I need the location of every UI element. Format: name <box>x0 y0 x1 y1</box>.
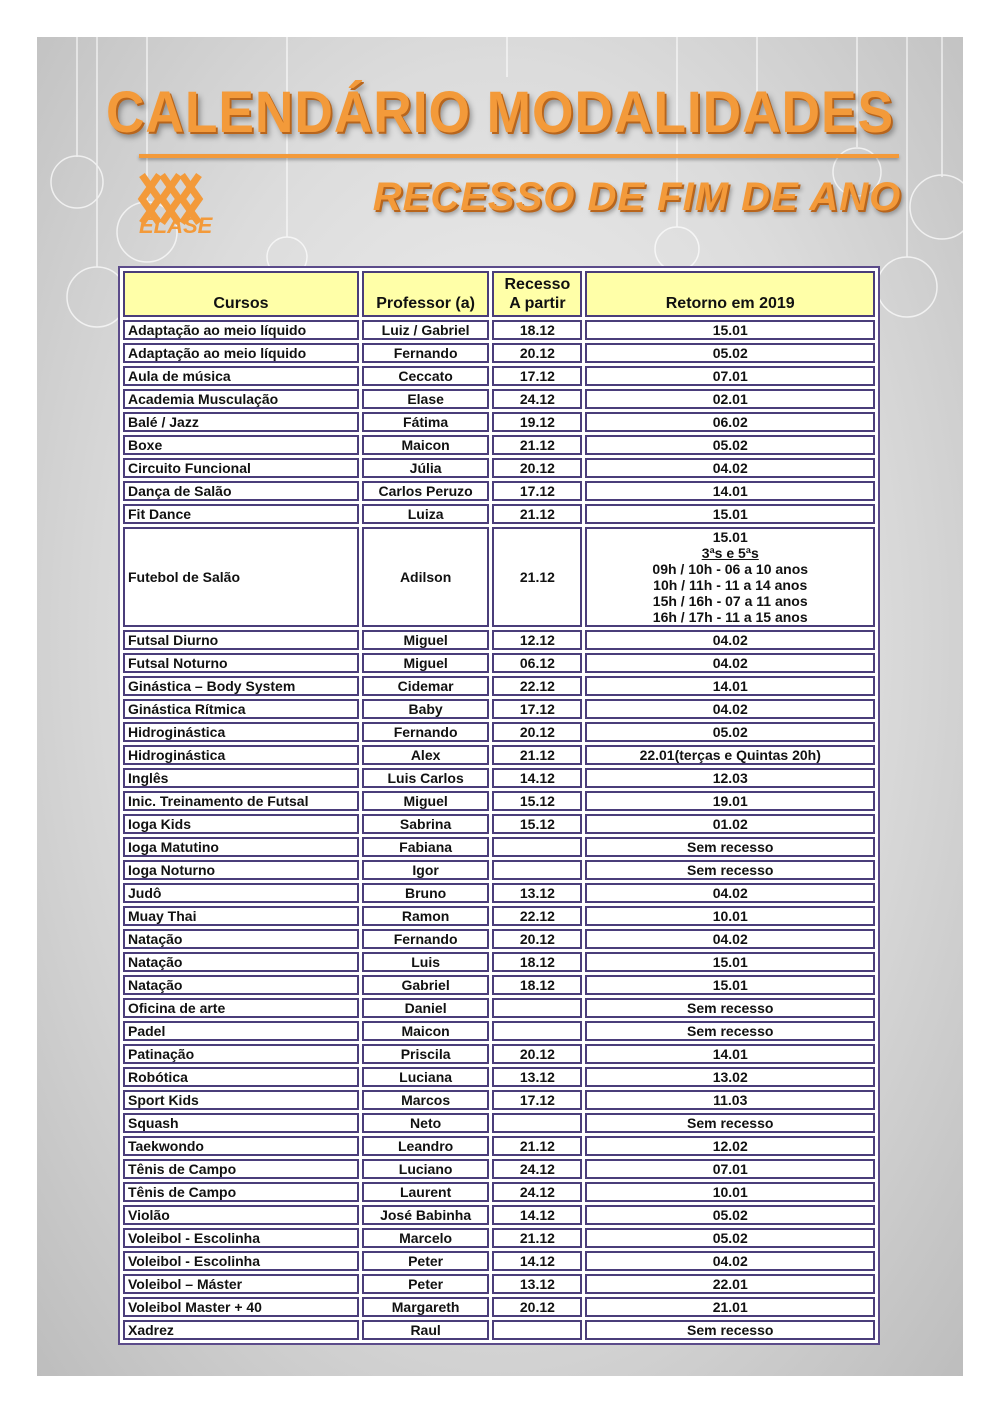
table-row <box>123 952 875 972</box>
cell-course: Violão <box>123 1205 359 1225</box>
table-row <box>123 343 875 363</box>
table-row <box>123 1182 875 1202</box>
cell-teacher: Cidemar <box>362 676 490 696</box>
table-row <box>123 1021 875 1041</box>
cell-teacher: Elase <box>362 389 490 409</box>
cell-teacher: Luiza <box>362 504 490 524</box>
cell-course: Squash <box>123 1113 359 1133</box>
cell-recess: 20.12 <box>492 1297 582 1317</box>
cell-teacher: Carlos Peruzo <box>362 481 490 501</box>
table-row <box>123 906 875 926</box>
cell-recess <box>492 1113 582 1133</box>
table-row <box>123 791 875 811</box>
cell-return: 12.02 <box>585 1136 875 1156</box>
header-course: Cursos <box>123 271 359 317</box>
cell-teacher: Miguel <box>362 791 490 811</box>
cell-teacher: Baby <box>362 699 490 719</box>
cell-teacher: Miguel <box>362 630 490 650</box>
cell-return: 04.02 <box>585 630 875 650</box>
cell-teacher: Peter <box>362 1251 490 1271</box>
cell-return: 12.03 <box>585 768 875 788</box>
cell-course: Futebol de Salão <box>123 527 359 627</box>
cell-recess: 13.12 <box>492 1067 582 1087</box>
cell-recess: 12.12 <box>492 630 582 650</box>
table-row <box>123 1136 875 1156</box>
cell-teacher: José Babinha <box>362 1205 490 1225</box>
cell-recess: 24.12 <box>492 1182 582 1202</box>
cell-course: Balé / Jazz <box>123 412 359 432</box>
table-row <box>123 481 875 501</box>
cell-recess: 21.12 <box>492 1136 582 1156</box>
table-row <box>123 1090 875 1110</box>
cell-recess: 17.12 <box>492 1090 582 1110</box>
cell-teacher: Alex <box>362 745 490 765</box>
cell-teacher: Daniel <box>362 998 490 1018</box>
table-row <box>123 1159 875 1179</box>
cell-recess <box>492 1021 582 1041</box>
cell-teacher: Bruno <box>362 883 490 903</box>
table-row-futebol <box>123 527 875 627</box>
table-row <box>123 722 875 742</box>
cell-teacher: Ramon <box>362 906 490 926</box>
cell-teacher: Fernando <box>362 929 490 949</box>
table-row <box>123 837 875 857</box>
cell-return: 04.02 <box>585 1251 875 1271</box>
cell-return: 15.01 <box>585 504 875 524</box>
cell-course: Fit Dance <box>123 504 359 524</box>
cell-return: 05.02 <box>585 435 875 455</box>
poster <box>37 37 963 1376</box>
cell-teacher: Adilson <box>362 527 490 627</box>
cell-course: Robótica <box>123 1067 359 1087</box>
header-return: Retorno em 2019 <box>585 271 875 317</box>
cell-return: 07.01 <box>585 366 875 386</box>
cell-course: Natação <box>123 929 359 949</box>
cell-recess <box>492 837 582 857</box>
cell-recess: 21.12 <box>492 527 582 627</box>
cell-teacher: Luciana <box>362 1067 490 1087</box>
cell-recess: 24.12 <box>492 1159 582 1179</box>
table-row <box>123 504 875 524</box>
cell-course: Ioga Noturno <box>123 860 359 880</box>
cell-return: 22.01 <box>585 1274 875 1294</box>
table-row <box>123 814 875 834</box>
table-row <box>123 630 875 650</box>
cell-return: 04.02 <box>585 929 875 949</box>
cell-recess <box>492 860 582 880</box>
cell-recess: 21.12 <box>492 504 582 524</box>
cell-course: Futsal Diurno <box>123 630 359 650</box>
cell-return: 05.02 <box>585 1228 875 1248</box>
title-divider <box>139 154 899 158</box>
cell-return: 21.01 <box>585 1297 875 1317</box>
cell-course: Inglês <box>123 768 359 788</box>
return-line: 3ªs e 5ªs <box>701 545 759 561</box>
table-body-top <box>123 320 875 524</box>
cell-course: Hidroginástica <box>123 745 359 765</box>
cell-teacher: Neto <box>362 1113 490 1133</box>
table-row <box>123 699 875 719</box>
header-recess-line2: A partir <box>509 295 566 312</box>
cell-teacher: Raul <box>362 1320 490 1340</box>
header-recess-line1: Recesso <box>504 276 571 293</box>
cell-course: Adaptação ao meio líquido <box>123 320 359 340</box>
cell-recess: 20.12 <box>492 458 582 478</box>
cell-return: Sem recesso <box>585 1113 875 1133</box>
cell-course: Sport Kids <box>123 1090 359 1110</box>
cell-recess: 14.12 <box>492 768 582 788</box>
cell-return: Sem recesso <box>585 837 875 857</box>
cell-teacher: Fernando <box>362 722 490 742</box>
cell-teacher: Marcelo <box>362 1228 490 1248</box>
cell-teacher: Sabrina <box>362 814 490 834</box>
cell-return: 15.01 <box>585 320 875 340</box>
header-recess <box>492 271 582 317</box>
table-row <box>123 653 875 673</box>
table-row <box>123 366 875 386</box>
header-teacher: Professor (a) <box>362 271 490 317</box>
cell-return: 05.02 <box>585 1205 875 1225</box>
cell-teacher: Miguel <box>362 653 490 673</box>
cell-teacher: Maicon <box>362 435 490 455</box>
cell-course: Ginástica Rítmica <box>123 699 359 719</box>
cell-return: 13.02 <box>585 1067 875 1087</box>
table-row <box>123 1228 875 1248</box>
cell-course: Inic. Treinamento de Futsal <box>123 791 359 811</box>
cell-recess: 21.12 <box>492 435 582 455</box>
cell-course: Oficina de arte <box>123 998 359 1018</box>
cell-teacher: Ceccato <box>362 366 490 386</box>
cell-course: Ioga Kids <box>123 814 359 834</box>
table-row <box>123 929 875 949</box>
table-row <box>123 458 875 478</box>
cell-teacher: Luis <box>362 952 490 972</box>
cell-recess: 21.12 <box>492 745 582 765</box>
cell-return: 19.01 <box>585 791 875 811</box>
cell-teacher: Fátima <box>362 412 490 432</box>
table-row <box>123 975 875 995</box>
cell-course: Dança de Salão <box>123 481 359 501</box>
cell-course: Xadrez <box>123 1320 359 1340</box>
cell-recess <box>492 1320 582 1340</box>
cell-recess: 21.12 <box>492 1228 582 1248</box>
table-body-bottom <box>123 630 875 1340</box>
cell-teacher: Fernando <box>362 343 490 363</box>
logo-text: ELASE <box>139 213 213 238</box>
cell-teacher: Júlia <box>362 458 490 478</box>
return-line: 10h / 11h - 11 a 14 anos <box>653 577 808 593</box>
cell-return: 14.01 <box>585 481 875 501</box>
cell-recess: 18.12 <box>492 952 582 972</box>
cell-recess <box>492 998 582 1018</box>
cell-teacher: Luis Carlos <box>362 768 490 788</box>
cell-teacher: Luciano <box>362 1159 490 1179</box>
cell-return: 15.01 <box>585 975 875 995</box>
cell-course: Tênis de Campo <box>123 1159 359 1179</box>
cell-course: Padel <box>123 1021 359 1041</box>
cell-recess: 24.12 <box>492 389 582 409</box>
cell-recess: 14.12 <box>492 1205 582 1225</box>
table-body-futebol <box>123 527 875 627</box>
cell-return: 04.02 <box>585 653 875 673</box>
cell-return: 14.01 <box>585 1044 875 1064</box>
schedule-table <box>118 266 880 1345</box>
cell-course: Natação <box>123 952 359 972</box>
cell-recess: 17.12 <box>492 481 582 501</box>
table-row <box>123 1251 875 1271</box>
table-row <box>123 320 875 340</box>
return-line: 15h / 16h - 07 a 11 anos <box>652 593 808 609</box>
cell-return: 15.01 <box>585 952 875 972</box>
table-row <box>123 1205 875 1225</box>
cell-return <box>585 527 875 627</box>
cell-course: Patinação <box>123 1044 359 1064</box>
cell-course: Tênis de Campo <box>123 1182 359 1202</box>
cell-course: Judô <box>123 883 359 903</box>
cell-return: 10.01 <box>585 906 875 926</box>
cell-return: 06.02 <box>585 412 875 432</box>
cell-course: Taekwondo <box>123 1136 359 1156</box>
table-row <box>123 860 875 880</box>
cell-recess: 13.12 <box>492 883 582 903</box>
cell-teacher: Igor <box>362 860 490 880</box>
cell-recess: 15.12 <box>492 791 582 811</box>
table-header-row <box>123 271 875 317</box>
cell-recess: 18.12 <box>492 320 582 340</box>
cell-return: 11.03 <box>585 1090 875 1110</box>
page-title: CALENDÁRIO MODALIDADES <box>105 80 895 145</box>
table-row <box>123 745 875 765</box>
cell-teacher: Luiz / Gabriel <box>362 320 490 340</box>
cell-recess: 17.12 <box>492 366 582 386</box>
cell-course: Futsal Noturno <box>123 653 359 673</box>
table-row <box>123 1274 875 1294</box>
cell-return: 05.02 <box>585 722 875 742</box>
cell-teacher: Gabriel <box>362 975 490 995</box>
cell-course: Muay Thai <box>123 906 359 926</box>
cell-recess: 20.12 <box>492 1044 582 1064</box>
cell-recess: 13.12 <box>492 1274 582 1294</box>
cell-course: Voleibol – Máster <box>123 1274 359 1294</box>
cell-recess: 22.12 <box>492 676 582 696</box>
return-line: 16h / 17h - 11 a 15 anos <box>652 609 808 625</box>
cell-return: 04.02 <box>585 699 875 719</box>
table-row <box>123 1067 875 1087</box>
cell-recess: 22.12 <box>492 906 582 926</box>
cell-course: Voleibol - Escolinha <box>123 1251 359 1271</box>
cell-course: Academia Musculação <box>123 389 359 409</box>
cell-return: Sem recesso <box>585 1320 875 1340</box>
cell-return: 01.02 <box>585 814 875 834</box>
table-row <box>123 1044 875 1064</box>
cell-recess: 06.12 <box>492 653 582 673</box>
cell-return: Sem recesso <box>585 1021 875 1041</box>
cell-teacher: Priscila <box>362 1044 490 1064</box>
table-row <box>123 412 875 432</box>
page-subtitle: RECESSO DE FIM DE ANO <box>372 175 902 219</box>
cell-teacher: Fabiana <box>362 837 490 857</box>
table-row <box>123 435 875 455</box>
cell-recess: 20.12 <box>492 722 582 742</box>
cell-course: Voleibol - Escolinha <box>123 1228 359 1248</box>
cell-teacher: Leandro <box>362 1136 490 1156</box>
cell-return: 04.02 <box>585 883 875 903</box>
cell-return: 22.01(terças e Quintas 20h) <box>585 745 875 765</box>
cell-recess: 20.12 <box>492 343 582 363</box>
cell-teacher: Marcos <box>362 1090 490 1110</box>
cell-teacher: Margareth <box>362 1297 490 1317</box>
cell-course: Boxe <box>123 435 359 455</box>
table-row <box>123 1320 875 1340</box>
cell-return: 10.01 <box>585 1182 875 1202</box>
cell-return: 14.01 <box>585 676 875 696</box>
cell-teacher: Laurent <box>362 1182 490 1202</box>
cell-teacher: Maicon <box>362 1021 490 1041</box>
cell-course: Voleibol Master + 40 <box>123 1297 359 1317</box>
cell-recess: 15.12 <box>492 814 582 834</box>
table-row <box>123 389 875 409</box>
cell-course: Ginástica – Body System <box>123 676 359 696</box>
cell-recess: 18.12 <box>492 975 582 995</box>
cell-course: Hidroginástica <box>123 722 359 742</box>
cell-course: Ioga Matutino <box>123 837 359 857</box>
cell-course: Natação <box>123 975 359 995</box>
cell-return: 02.01 <box>585 389 875 409</box>
cell-return: 07.01 <box>585 1159 875 1179</box>
table-row <box>123 676 875 696</box>
cell-recess: 17.12 <box>492 699 582 719</box>
cell-recess: 20.12 <box>492 929 582 949</box>
cell-recess: 19.12 <box>492 412 582 432</box>
table-row <box>123 1297 875 1317</box>
cell-return: 04.02 <box>585 458 875 478</box>
cell-course: Circuito Funcional <box>123 458 359 478</box>
table-row <box>123 1113 875 1133</box>
table-row <box>123 883 875 903</box>
cell-return: Sem recesso <box>585 860 875 880</box>
table-row <box>123 768 875 788</box>
cell-return: 05.02 <box>585 343 875 363</box>
return-line: 09h / 10h - 06 a 10 anos <box>652 561 809 577</box>
cell-course: Adaptação ao meio líquido <box>123 343 359 363</box>
cell-teacher: Peter <box>362 1274 490 1294</box>
cell-course: Aula de música <box>123 366 359 386</box>
table-row <box>123 998 875 1018</box>
cell-return: Sem recesso <box>585 998 875 1018</box>
cell-recess: 14.12 <box>492 1251 582 1271</box>
return-line: 15.01 <box>712 529 748 545</box>
